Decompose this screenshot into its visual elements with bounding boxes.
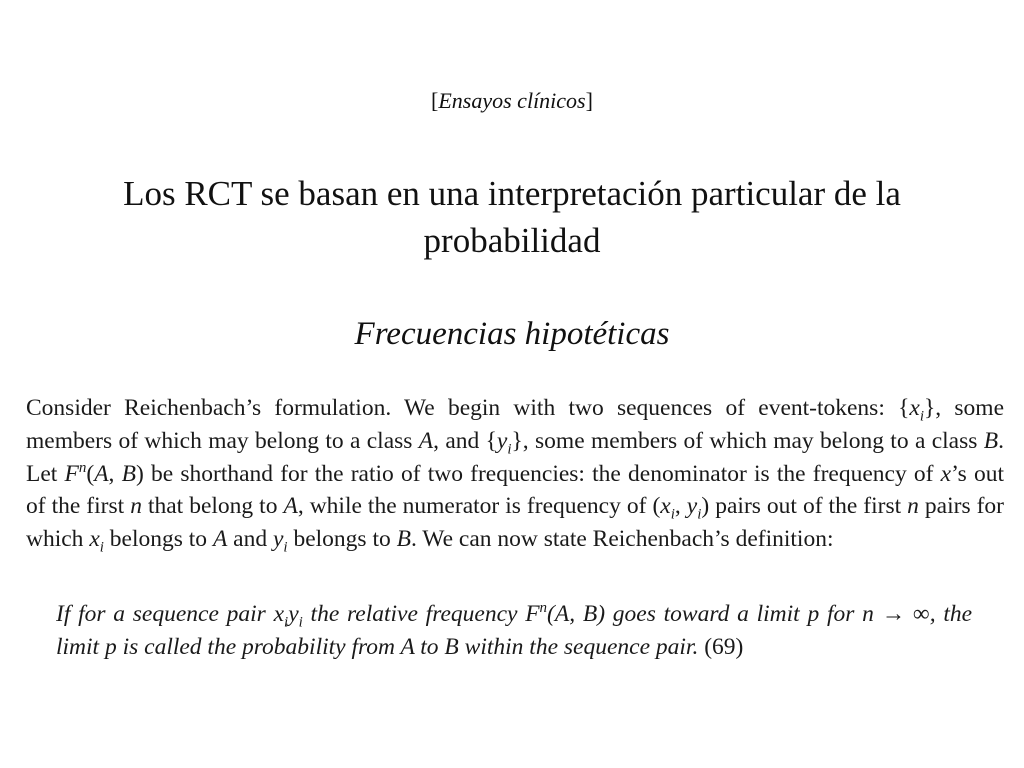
excerpt-paragraph: Consider Reichenbach’s formulation. We begin with two sequences of event-tokens: $\{x_i\}$, some members of which may belong to a class A, and $\{y_i\}$, some members of which may belong to a class B. Let $F^n(A$, B) be shorthand for the ratio of two frequencies: the denominator is the frequency of x’s out of the first n that belong to A, while the numerator is frequency of ($x_i$, $y_i$) pairs out of the first n pairs for which $x_i$ belongs to A and $y_i$ belongs to B. We can now state Reichenbach’s definition: [26, 395, 1005, 556]
reichenbach-definition [56, 598, 972, 690]
tag-open-bracket: [ [431, 88, 439, 113]
definition-paragraph: If for a sequence pair $x_iy_i$ the relative frequency $F^n(A$, B) goes toward a limit p for n → ∞, the limit p is called the probability from A to B within the sequence pair. (69) [56, 600, 972, 660]
citation-number: (69) [704, 634, 744, 660]
quoted-excerpt [26, 392, 1004, 556]
section-tag-text: Ensayos clínicos [438, 88, 586, 113]
section-tag [0, 86, 1024, 116]
slide-title: Los RCT se basan en una interpretación particular de la probabilidad [123, 174, 901, 260]
tag-close-bracket: ] [585, 88, 593, 113]
slide-subtitle: Frecuencias hipotéticas [354, 316, 670, 352]
